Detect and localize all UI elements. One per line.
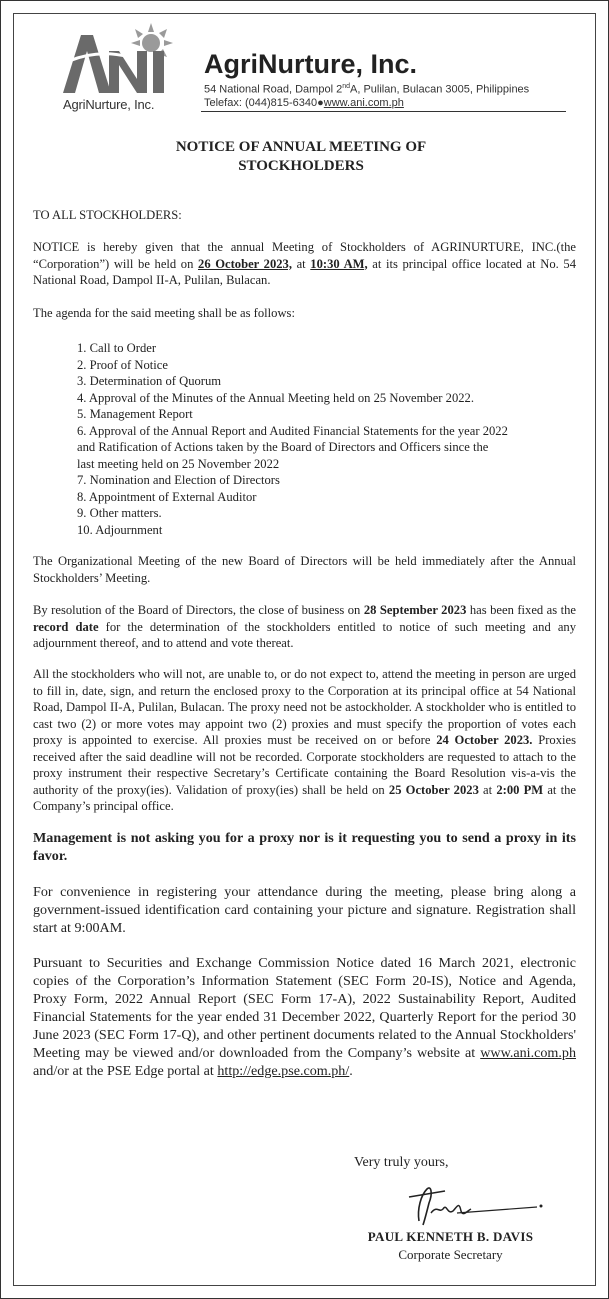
signer-title: Corporate Secretary: [398, 1247, 503, 1262]
intro-paragraph: NOTICE is hereby given that the annual Meeting of Stockholders of AGRINURTURE, INC.(the “Corporation”) will be held on 26 October 2023, at 10:30 AM, at its principal office located at No. 54 National Road, Dampol II-A, Pulilan, Bulacan.: [33, 240, 576, 287]
signature-icon: [387, 1181, 547, 1231]
company-contact: Telefax: (044)815-6340●www.ani.com.ph: [204, 97, 404, 109]
company-name: AgriNurture, Inc.: [204, 49, 418, 79]
list-item: 10. Adjournment: [77, 522, 163, 537]
meeting-date: 26 October 2023,: [198, 256, 292, 271]
organizational-paragraph: The Organizational Meeting of the new Board of Directors will be held immediately after the Annual Stockholders’ Meeting.: [33, 554, 576, 585]
list-item: 3. Determination of Quorum: [77, 374, 222, 388]
meeting-time: 10:30 AM,: [310, 256, 368, 271]
company-address: 54 National Road, Dampol 2ndA, Pulilan, Bulacan 3005, Philippines: [204, 83, 530, 96]
proxy-paragraph: All the stockholders who will not, are unable to, or do not expect to, attend the meeting in person are urged to fill in, date, sign, and return the enclosed proxy to the Corporation at its principal office at 54 National Road, Dampol II-A, Pulilan, Bulacan. The proxy need not be astockholder. A stockholder who is entitled to cast two (2) or more votes may appoint two (2) proxies and must specify the proportion of votes each proxy is appointed to exercise. All proxies must be received on or before 24 October 2023. Proxies received after the said deadline will not be recorded. Corporate stockholders are requested to attach to the proxy instrument their respective Secretary’s Certificate containing the Board Resolution vis-a-vis the authority of the proxy(ies). Validation of proxy(ies) shall be held on 25 October 2023 at 2:00 PM at the Company’s principal office.: [33, 667, 577, 813]
sec-paragraph: Pursuant to Securities and Exchange Commission Notice dated 16 March 2021, electronic copies of the Corporation’s Information Statement (SEC Form 20-IS), Notice and Agenda, Proxy Form, 2022 Annual Report (SEC Form 17-A), 2022 Sustainability Report, Audited Financial Statements for the year ended 31 December 2022, Quarterly Report for the period 30 June 2023 (SEC Form 17-Q), and other pertinent documents related to the Annual Stockholders' Meeting may be viewed and/or downloaded from the Company’s website at www.ani.com.ph and/or at the PSE Edge portal at http://edge.pse.com.ph/.: [33, 955, 576, 1079]
list-item: 8. Appointment of External Auditor: [77, 489, 257, 504]
list-item: 1. Call to Order: [77, 341, 157, 355]
signer-name: PAUL KENNETH B. DAVIS: [367, 1229, 534, 1244]
management-statement: Management is not asking you for a proxy nor is it requesting you to send a proxy in its favor.: [33, 830, 576, 864]
list-item: last meeting held on 25 November 2022: [77, 456, 280, 471]
list-item: 4. Approval of the Minutes of the Annual Meeting held on 25 November 2022.: [77, 390, 474, 405]
list-item: 7. Nomination and Election of Directors: [77, 473, 280, 487]
notice-title: NOTICE OF ANNUAL MEETING OF STOCKHOLDERS: [175, 139, 427, 174]
logo-caption: AgriNurture, Inc.: [63, 97, 155, 112]
list-item: 6. Approval of the Annual Report and Audited Financial Statements for the year 2022: [77, 423, 508, 438]
agenda-list: [77, 340, 572, 538]
pse-edge-link[interactable]: http://edge.pse.com.ph/: [217, 1063, 350, 1079]
agenda-intro: The agenda for the said meeting shall be as follows:: [33, 306, 295, 320]
closing: Very truly yours,: [354, 1155, 449, 1170]
record-date-paragraph: By resolution of the Board of Directors, the close of business on 28 September 2023 has been fixed as the record date for the determination of the stockholders entitled to notice of such meeting and any adjournment thereof, and to attend and vote thereat.: [33, 603, 577, 650]
registration-paragraph: For convenience in registering your attendance during the meeting, please bring along a government-issued identification card containing your picture and signature. Registration shall start at 9:00AM.: [33, 884, 576, 936]
salutation: TO ALL STOCKHOLDERS:: [33, 208, 182, 222]
list-item: 2. Proof of Notice: [77, 357, 168, 372]
list-item: and Ratification of Actions taken by the Board of Directors and Officers since the: [77, 440, 489, 454]
header-divider: [201, 111, 566, 112]
list-item: 5. Management Report: [77, 407, 193, 421]
list-item: 9. Other matters.: [77, 506, 162, 520]
website-link[interactable]: www.ani.com.ph: [323, 97, 404, 109]
website-link[interactable]: www.ani.com.ph: [480, 1045, 576, 1061]
